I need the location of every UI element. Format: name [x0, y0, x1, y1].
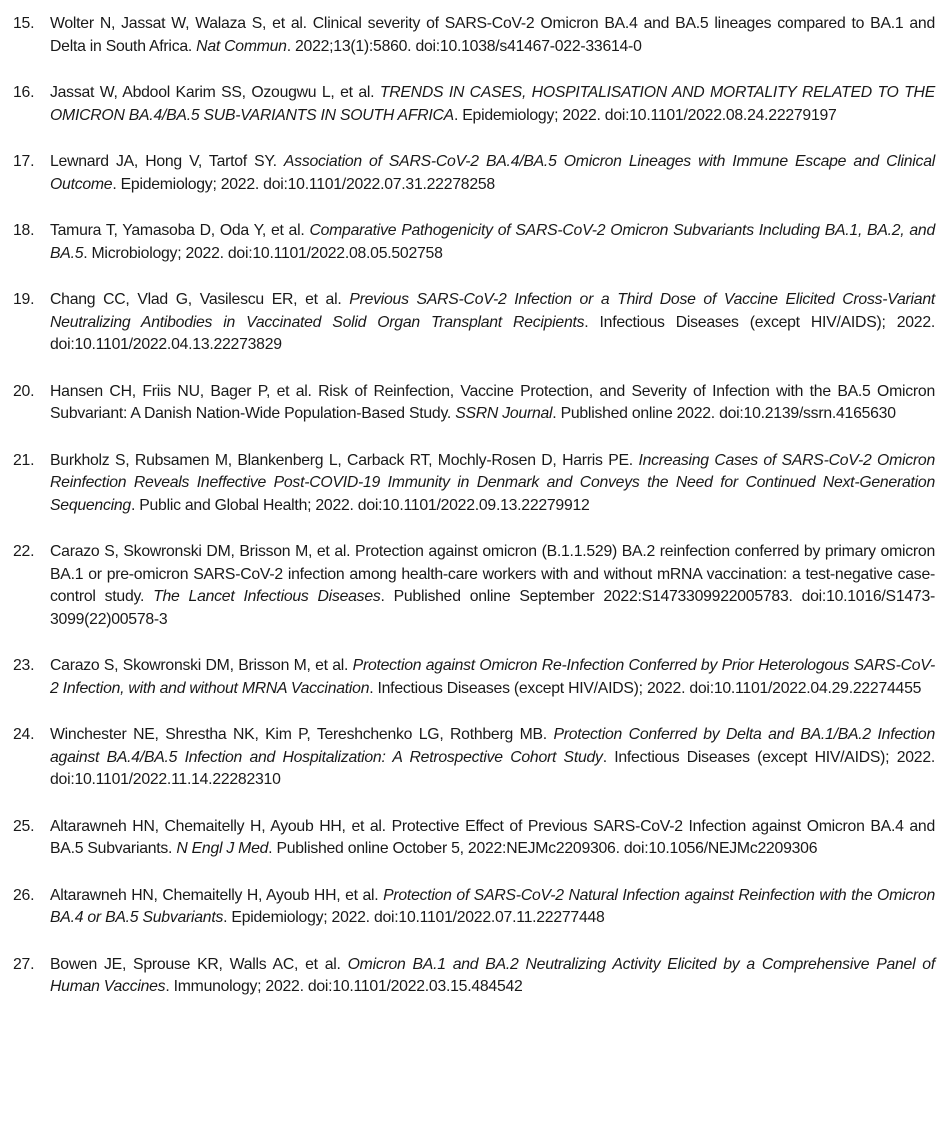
reference-text: [50, 452, 935, 514]
reference-text: [50, 657, 935, 697]
reference-number: 27.: [13, 955, 35, 973]
reference-title-italic: TRENDS IN CASES, HOSPITALISATION AND MORTALITY RELATED TO THE OMICRON BA.4/BA.5 SUB-VARIANTS IN SOUTH AFRICA: [50, 84, 935, 124]
reference-item: [0, 450, 935, 518]
reference-number: 25.: [13, 817, 35, 835]
reference-item: [0, 541, 935, 631]
reference-list: [0, 13, 935, 999]
reference-number: 16.: [13, 84, 35, 101]
reference-item: [0, 289, 935, 357]
reference-text-segment: . Public and Global Health; 2022. doi:10.1101/2022.09.13.22279912: [130, 496, 590, 514]
reference-number: 17.: [13, 153, 35, 170]
reference-title-italic: Increasing Cases of SARS-CoV-2 Omicron Reinfection Reveals Ineffective Post-COVID-19 Immunity in Denmark and Conveys the Need for Continued Next-Generation Sequencing: [50, 451, 935, 514]
reference-text-segment: . Published online October 5, 2022:NEJMc2209306. doi:10.1056/NEJMc2209306: [268, 840, 818, 857]
reference-title-italic: N Engl J Med: [176, 840, 269, 857]
reference-text-segment: Altarawneh HN, Chemaitelly H, Ayoub HH, et al.: [50, 886, 384, 904]
reference-text-segment: . Published online 2022. doi:10.2139/ssrn.4165630: [552, 405, 896, 422]
reference-title-italic: Association of SARS-CoV-2 BA.4/BA.5 Omicron Lineages with Immune Escape and Clinical Outcome: [50, 153, 935, 193]
reference-text: [50, 15, 935, 55]
reference-text-segment: . Infectious Diseases (except HIV/AIDS); 2022. doi:10.1101/2022.04.29.22274455: [369, 679, 922, 697]
reference-number: 19.: [13, 291, 35, 308]
reference-text-segment: . Published online September 2022:S1473309922005783. doi:10.1016/S1473-3099(22)00578-3: [50, 588, 935, 628]
reference-number: 24.: [13, 726, 35, 743]
reference-text-segment: Tamura T, Yamasoba D, Oda Y, et al.: [50, 222, 310, 239]
reference-text-segment: Chang CC, Vlad G, Vasilescu ER, et al.: [50, 291, 350, 308]
reference-item: [0, 816, 935, 861]
reference-text-segment: Lewnard JA, Hong V, Tartof SY.: [50, 153, 284, 170]
reference-item: [0, 724, 935, 792]
reference-number: 20.: [13, 382, 35, 400]
reference-text-segment: . Infectious Diseases (except HIV/AIDS); 2022. doi:10.1101/2022.11.14.22282310: [50, 748, 935, 788]
reference-title-italic: Protection Conferred by Delta and BA.1/BA.2 Infection against BA.4/BA.5 Infection and Hospitalization: A Retrospective Cohort Study: [50, 726, 935, 766]
reference-text: [50, 153, 935, 193]
reference-title-italic: Omicron BA.1 and BA.2 Neutralizing Activity Elicited by a Comprehensive Panel of Human Vaccines: [50, 955, 935, 995]
reference-item: [0, 381, 935, 426]
reference-title-italic: Protection against Omicron Re-Infection Conferred by Prior Heterologous SARS-CoV-2 Infection, with and without MRNA Vaccination: [50, 657, 935, 697]
reference-item: [0, 885, 935, 930]
reference-text: [50, 222, 935, 262]
reference-text-segment: . Epidemiology; 2022. doi:10.1101/2022.07.31.22278258: [112, 175, 495, 193]
reference-number: 22.: [13, 543, 35, 560]
reference-item: [0, 220, 935, 265]
reference-text-segment: Hansen CH, Friis NU, Bager P, et al. Risk of Reinfection, Vaccine Protection, and Severity of Infection with the BA.5 Omicron Subvariant: A Danish Nation-Wide Population-Based Study.: [50, 382, 935, 422]
reference-number: 21.: [13, 451, 35, 469]
reference-title-italic: The Lancet Infectious Diseases: [153, 588, 381, 605]
reference-title-italic: Protection of SARS-CoV-2 Natural Infection against Reinfection with the Omicron BA.4 or BA.5 Subvariants: [50, 886, 935, 926]
reference-text-segment: . Epidemiology; 2022. doi:10.1101/2022.07.11.22277448: [223, 909, 605, 926]
reference-title-italic: Previous SARS-CoV-2 Infection or a Third Dose of Vaccine Elicited Cross-Variant Neutralizing Antibodies in Vaccinated Solid Organ Transplant Recipients: [50, 291, 935, 331]
reference-text: [50, 383, 935, 423]
reference-text-segment: Jassat W, Abdool Karim SS, Ozougwu L, et al.: [50, 84, 380, 101]
reference-text: [50, 818, 935, 858]
reference-text: [50, 956, 935, 996]
reference-title-italic: SSRN Journal: [455, 405, 553, 422]
reference-text-segment: Wolter N, Jassat W, Walaza S, et al. Clinical severity of SARS-CoV-2 Omicron BA.4 and BA.5 lineages compared to BA.1 and Delta in South Africa.: [50, 15, 935, 55]
reference-item: [0, 13, 935, 58]
reference-item: [0, 655, 935, 700]
reference-item: [0, 954, 935, 999]
reference-text-segment: . Epidemiology; 2022. doi:10.1101/2022.08.24.22279197: [453, 106, 837, 124]
reference-text-segment: Carazo S, Skowronski DM, Brisson M, et al. Protection against omicron (B.1.1.529) BA.2 reinfection conferred by primary omicron BA.1 or pre-omicron SARS-CoV-2 infection among health-care workers with and without mRNA vaccination: a test-negative case-control study.: [50, 543, 935, 605]
reference-title-italic: Comparative Pathogenicity of SARS-CoV-2 Omicron Subvariants Including BA.1, BA.2, and BA.5: [50, 222, 935, 262]
reference-title-italic: Nat Commun: [196, 37, 287, 55]
reference-number: 15.: [13, 15, 35, 32]
reference-text: [50, 726, 935, 788]
reference-text: [50, 291, 935, 353]
reference-text-segment: Burkholz S, Rubsamen M, Blankenberg L, Carback RT, Mochly-Rosen D, Harris PE.: [50, 451, 639, 469]
reference-item: [0, 82, 935, 127]
reference-text: [50, 543, 935, 628]
reference-text-segment: . Infectious Diseases (except HIV/AIDS); 2022. doi:10.1101/2022.04.13.22273829: [50, 313, 936, 353]
reference-number: 23.: [13, 657, 35, 674]
reference-item: [0, 151, 935, 196]
reference-number: 26.: [13, 886, 35, 904]
reference-text: [50, 84, 935, 124]
reference-text-segment: . 2022;13(1):5860. doi:10.1038/s41467-022-33614-0: [286, 37, 642, 55]
reference-text: [50, 887, 935, 927]
reference-text-segment: Bowen JE, Sprouse KR, Walls AC, et al.: [50, 955, 348, 973]
reference-text-segment: . Microbiology; 2022. doi:10.1101/2022.08.05.502758: [83, 244, 443, 262]
reference-text-segment: Winchester NE, Shrestha NK, Kim P, Tereshchenko LG, Rothberg MB.: [50, 726, 554, 743]
reference-number: 18.: [13, 222, 35, 239]
reference-text-segment: Altarawneh HN, Chemaitelly H, Ayoub HH, et al. Protective Effect of Previous SARS-CoV-2 Infection against Omicron BA.4 and BA.5 Subvariants.: [50, 817, 935, 857]
reference-text-segment: . Immunology; 2022. doi:10.1101/2022.03.15.484542: [165, 978, 523, 995]
reference-text-segment: Carazo S, Skowronski DM, Brisson M, et al.: [50, 657, 353, 674]
